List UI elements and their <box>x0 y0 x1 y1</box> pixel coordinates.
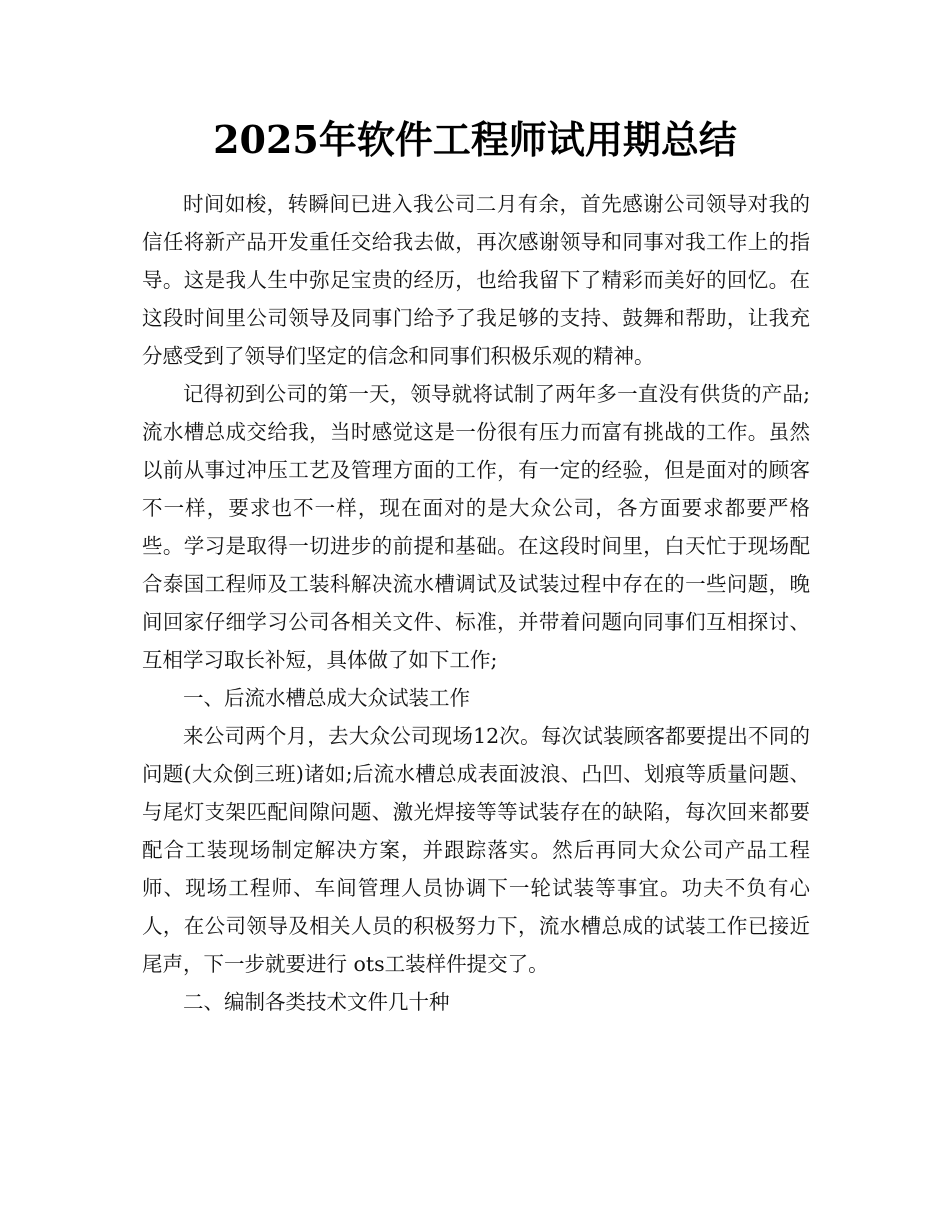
paragraph-first-day: 记得初到公司的第一天，领导就将试制了两年多一直没有供货的产品;流水槽总成交给我，当时感觉这是一份很有压力而富有挑战的工作。虽然以前从事过冲压工艺及管理方面的工作，有一定的经验，但是面对的顾客不一样，要求也不一样，现在面对的是大众公司，各方面要求都要严格些。学习是取得一切进步的前提和基础。在这段时间里，白天忙于现场配合泰国工程师及工装科解决流水槽调试及试装过程中存在的一些问题，晚间回家仔细学习公司各相关文件、标准，并带着问题向同事们互相探讨、互相学习取长补短，具体做了如下工作; <box>142 382 810 672</box>
document-body <box>142 185 810 1021</box>
section-heading-1: 一、后流水槽总成大众试装工作 <box>183 686 470 710</box>
document-title: 2025年软件工程师试用期总结 <box>213 117 737 162</box>
section-heading-2: 二、编制各类技术文件几十种 <box>183 990 450 1014</box>
paragraph-intro: 时间如梭，转瞬间已进入我公司二月有余，首先感谢公司领导对我的信任将新产品开发重任交给我去做，再次感谢领导和同事对我工作上的指导。这是我人生中弥足宝贵的经历，也给我留下了精彩而美好的回忆。在这段时间里公司领导及同事门给予了我足够的支持、鼓舞和帮助，让我充分感受到了领导们坚定的信念和同事们积极乐观的精神。 <box>142 192 810 368</box>
paragraph-trial-assembly: 来公司两个月，去大众公司现场12次。每次试装顾客都要提出不同的问题(大众倒三班)诸如;后流水槽总成表面波浪、凸凹、划痕等质量问题、与尾灯支架匹配间隙问题、激光焊接等等试装存在的缺陷，每次回来都要配合工装现场制定解决方案，并跟踪落实。然后再同大众公司产品工程师、现场工程师、车间管理人员协调下一轮试装等事宜。功夫不负有心人，在公司领导及相关人员的积极努力下，流水槽总成的试装工作已接近尾声，下一步就要进行 ots工装样件提交了。 <box>142 724 810 976</box>
